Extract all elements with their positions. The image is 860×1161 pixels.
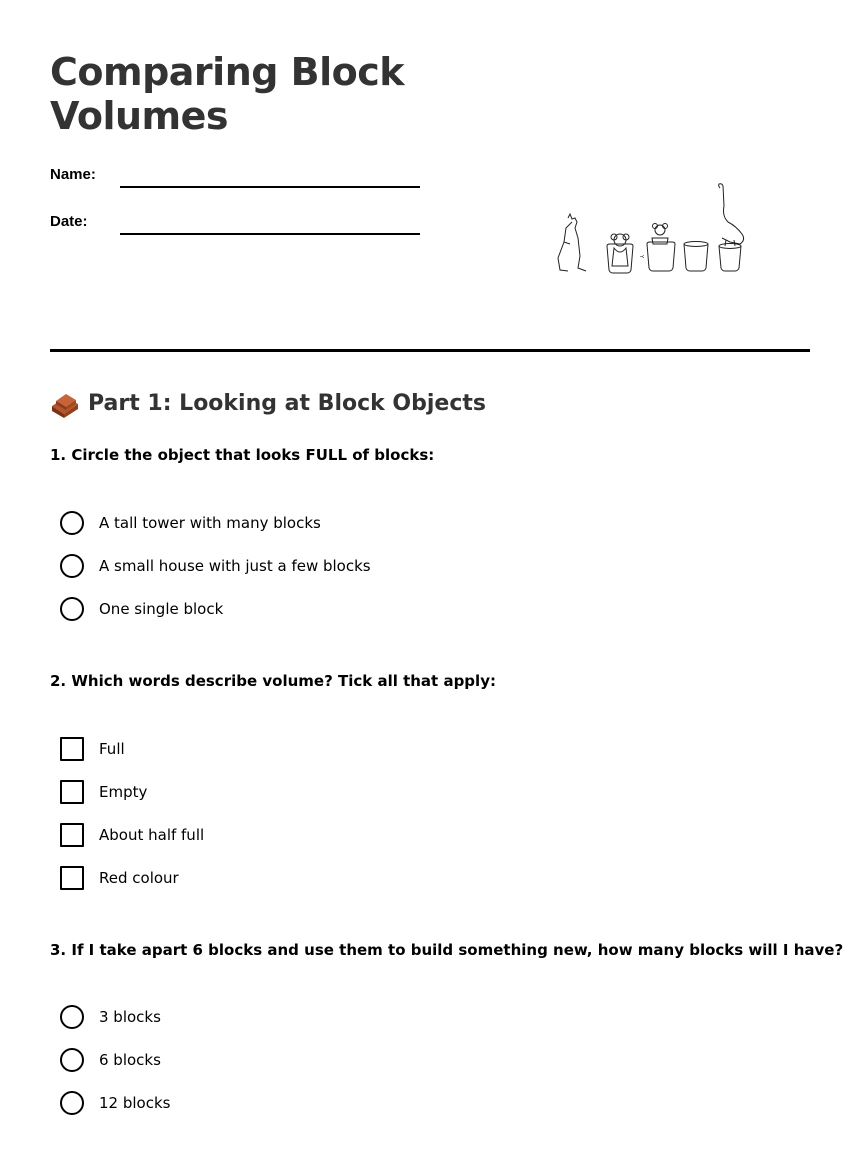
q3-option-2[interactable] [60,1048,161,1072]
option-label: Full [99,740,125,758]
option-label: Red colour [99,869,179,887]
option-label: 12 blocks [99,1094,171,1112]
option-label: A small house with just a few blocks [99,557,371,575]
checkbox[interactable] [60,823,84,847]
q3-option-3[interactable] [60,1091,170,1115]
radio-circle[interactable] [60,511,84,535]
small-koala-bucket-icon [638,224,675,272]
q2-option-4[interactable] [60,866,179,890]
option-label: A tall tower with many blocks [99,514,321,532]
question-3-prompt: 3. If I take apart 6 blocks and use them to build something new, how many blocks will I have? [50,941,844,959]
radio-circle[interactable] [60,554,84,578]
svg-text:Y: Y [638,255,644,259]
q2-option-2[interactable] [60,780,147,804]
kangaroo-icon [558,214,586,271]
header-divider [50,349,810,352]
animal-containers-illustration [550,182,755,277]
question-1-prompt: 1. Circle the object that looks FULL of blocks: [50,446,435,464]
q1-option-1[interactable] [60,511,321,535]
section-heading-part-1 [50,388,486,418]
radio-circle[interactable] [60,1091,84,1115]
emu-bucket-icon [719,184,744,271]
date-field[interactable] [120,233,420,235]
date-label: Date: [50,213,88,230]
title-line-1: Comparing Block [50,50,405,94]
option-label: About half full [99,826,205,844]
radio-circle[interactable] [60,1048,84,1072]
option-label: 6 blocks [99,1051,161,1069]
option-label: One single block [99,600,224,618]
q3-option-1[interactable] [60,1005,161,1029]
name-label: Name: [50,166,96,183]
q1-option-3[interactable] [60,597,223,621]
option-label: Empty [99,783,148,801]
checkbox[interactable] [60,780,84,804]
checkbox[interactable] [60,866,84,890]
title-line-2: Volumes [50,94,229,138]
section-heading-text: Part 1: Looking at Block Objects [88,390,486,416]
worksheet-title [50,50,470,138]
empty-bucket-icon [684,242,708,272]
option-label: 3 blocks [99,1008,161,1026]
question-2-prompt: 2. Which words describe volume? Tick all that apply: [50,672,496,690]
brick-icon [50,388,80,418]
q2-option-3[interactable] [60,823,204,847]
radio-circle[interactable] [60,1005,84,1029]
radio-circle[interactable] [60,597,84,621]
koala-icon [607,234,633,273]
name-field[interactable] [120,186,420,188]
checkbox[interactable] [60,737,84,761]
q2-option-1[interactable] [60,737,125,761]
q1-option-2[interactable] [60,554,371,578]
